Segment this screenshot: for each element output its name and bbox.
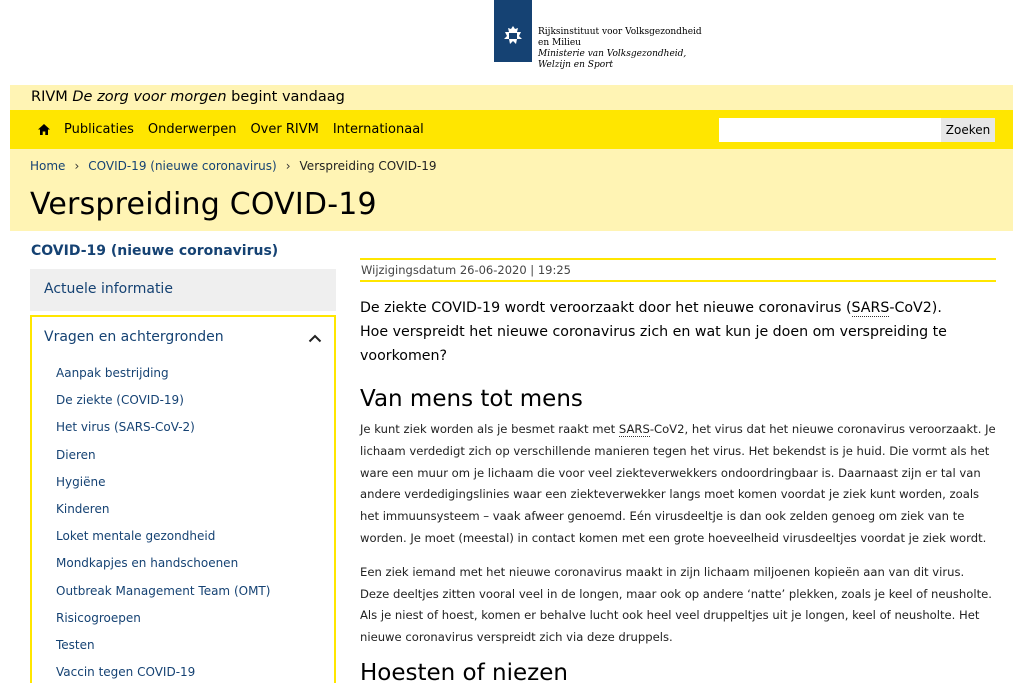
logo-emblem xyxy=(494,0,532,62)
page-title: Verspreiding COVID-19 xyxy=(30,187,377,222)
main-navigation xyxy=(10,110,1013,149)
logo-text xyxy=(532,0,702,80)
paragraph-2: Een ziek iemand met het nieuwe coronavirus maakt in zijn lichaam miljoenen kopieën aan van dit virus. Deze deeltjes zitten vooral veel in de longen, maar ook op andere ‘natte’ plekken, zoals je keel of neusholte. Als je niest of hoest, komen er behalve lucht ook heel veel druppeltjes uit je longen, keel of neusholte. Het nieuwe coronavirus verspreidt zich via deze druppels. xyxy=(360,564,992,645)
sidebar-group-title[interactable]: Vragen en achtergronden xyxy=(44,329,224,345)
breadcrumb-covid[interactable]: COVID-19 (nieuwe coronavirus) xyxy=(88,159,277,173)
breadcrumb-home[interactable]: Home xyxy=(30,159,66,173)
modified-date: Wijzigingsdatum 26-06-2020 | 19:25 xyxy=(360,258,996,282)
sidebar-item[interactable]: De ziekte (COVID-19) xyxy=(56,393,184,408)
logo-line-1: Rijksinstituut voor Volksgezondheid xyxy=(538,27,702,37)
home-icon xyxy=(38,124,50,135)
page-header xyxy=(10,149,1013,231)
tagline-bar xyxy=(10,85,1013,110)
breadcrumb xyxy=(30,159,437,173)
sidebar-item[interactable]: Het virus (SARS-CoV-2) xyxy=(56,420,195,435)
logo-line-2: en Milieu xyxy=(538,38,581,48)
sidebar-item[interactable]: Risicogroepen xyxy=(56,610,141,625)
tagline-brand: RIVM xyxy=(31,89,68,105)
intro-text xyxy=(360,296,996,368)
sidebar-item[interactable]: Testen xyxy=(56,637,95,652)
nav-home[interactable] xyxy=(24,110,64,149)
paragraph-1-part-2: -CoV2, het virus dat het nieuwe coronavirus veroorzaakt. Je lichaam verdedigt zich op verschillende manieren tegen het virus. Het bekendst is je huid. Die vormt als het ware een muur om je lichaam die voor veel ziekteverwekkers ondoordringbaar is. Daarnaast zijn er tal van andere verdedigingslinies waar een ziekteverwekker langs moet komen voordat je ziek kunt worden, zoals het immuunsysteem – vaak afweer genoemd. Eén virusdeeltje is dan ook zelden genoeg om ziek van te worden. Je moet (meestal) in contact komen met een grote hoeveelheid virusdeeltjes voordat je ziek wordt. xyxy=(360,422,996,545)
sidebar-item[interactable]: Aanpak bestrijding xyxy=(56,366,169,380)
paragraph-1 xyxy=(360,419,996,550)
nav-item-publicaties[interactable]: Publicaties xyxy=(64,122,134,137)
section-heading-hoesten-of-niezen: Hoesten of niezen xyxy=(360,659,568,683)
intro-part-3: Hoe verspreidt het nieuwe coronavirus zich en wat kun je doen om verspreiding te voorkomen? xyxy=(360,324,947,364)
sidebar-item[interactable]: Vaccin tegen COVID-19 xyxy=(56,665,196,680)
search-input[interactable] xyxy=(719,118,941,142)
main-content xyxy=(360,258,996,683)
chevron-up-icon[interactable] xyxy=(308,333,322,343)
sidebar-heading[interactable]: COVID-19 (nieuwe coronavirus) xyxy=(31,243,279,259)
sidebar-item[interactable]: Dieren xyxy=(56,447,96,462)
breadcrumb-separator: › xyxy=(74,159,80,173)
search-form xyxy=(719,118,995,142)
sidebar-item[interactable]: Hygiëne xyxy=(56,474,106,489)
logo-line-4: Welzijn en Sport xyxy=(538,60,614,70)
abbreviation-sars[interactable]: SARS xyxy=(851,300,890,316)
sidebar-group-vragen xyxy=(30,315,336,683)
sidebar-item[interactable]: Mondkapjes en handschoenen xyxy=(56,556,239,571)
abbreviation-sars[interactable]: SARS xyxy=(618,422,650,436)
breadcrumb-separator: › xyxy=(285,159,291,173)
intro-part-1: De ziekte COVID-19 wordt veroorzaakt door het nieuwe coronavirus ( xyxy=(360,300,852,316)
sidebar-item[interactable]: Outbreak Management Team (OMT) xyxy=(56,583,271,598)
rivm-logo[interactable] xyxy=(494,0,714,80)
sidebar-list xyxy=(56,360,270,683)
tagline-rest: begint vandaag xyxy=(231,89,345,105)
breadcrumb-current: Verspreiding COVID-19 xyxy=(299,159,437,173)
sidebar-item[interactable]: Loket mentale gezondheid xyxy=(56,529,216,544)
nav-item-over-rivm[interactable]: Over RIVM xyxy=(250,122,319,137)
sidebar-item-actuele-informatie[interactable]: Actuele informatie xyxy=(30,269,336,311)
section-heading-van-mens-tot-mens: Van mens tot mens xyxy=(360,386,583,412)
paragraph-1-part-1: Je kunt ziek worden als je besmet raakt met xyxy=(360,422,619,436)
coat-of-arms-icon xyxy=(500,24,526,46)
nav-item-internationaal[interactable]: Internationaal xyxy=(332,122,424,137)
intro-part-2: -CoV2). xyxy=(889,300,942,316)
search-button[interactable]: Zoeken xyxy=(941,118,995,142)
sidebar xyxy=(30,243,336,683)
tagline-italic: De zorg voor morgen xyxy=(72,89,227,105)
sidebar-item[interactable]: Kinderen xyxy=(56,501,110,516)
logo-line-3: Ministerie van Volksgezondheid, xyxy=(538,49,687,59)
nav-item-onderwerpen[interactable]: Onderwerpen xyxy=(147,122,237,137)
